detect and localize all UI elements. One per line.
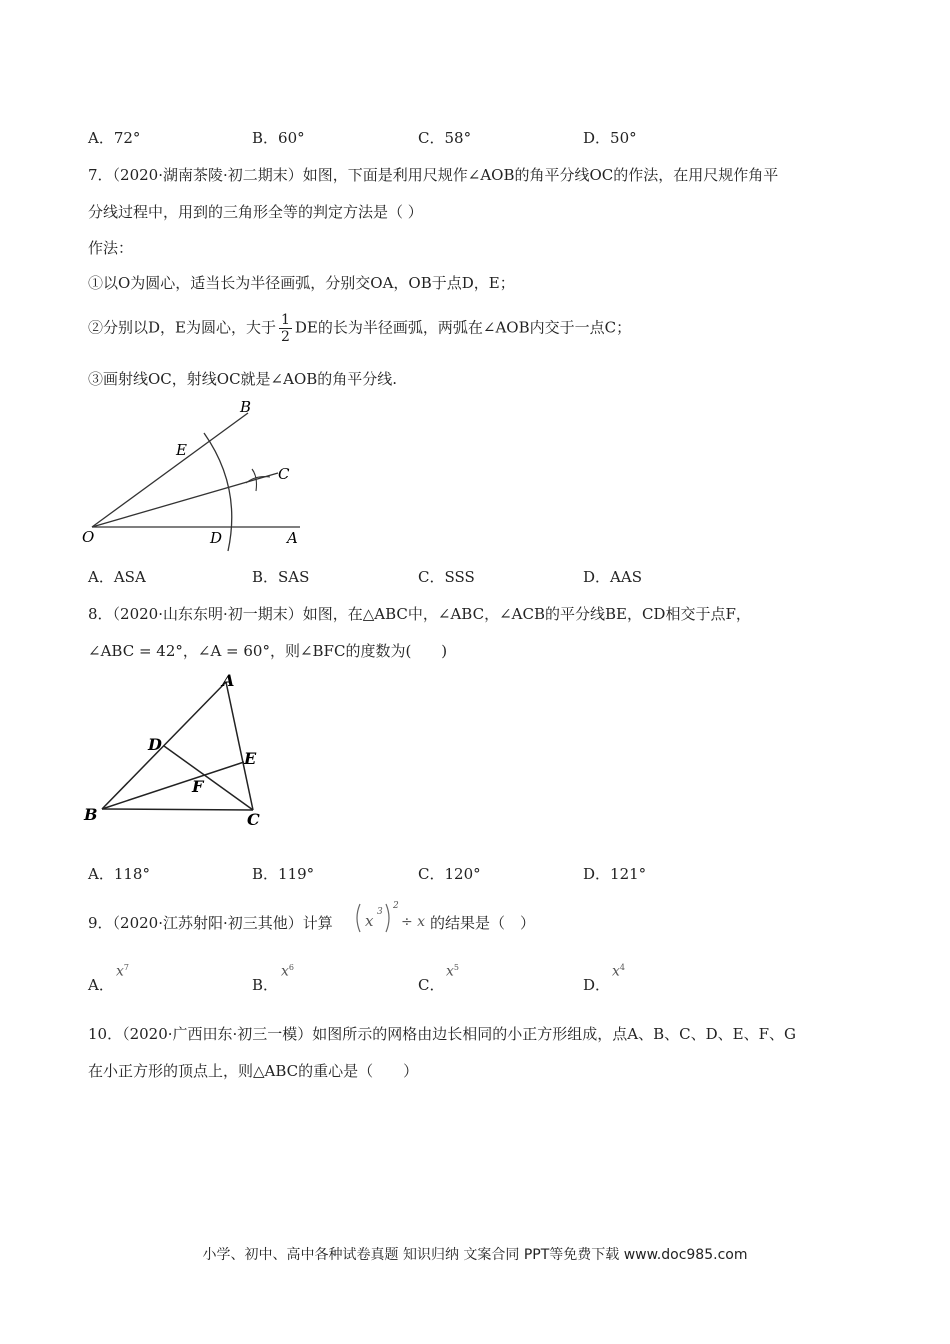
- triangle-figure: [80, 668, 280, 833]
- bisector-cd: [164, 746, 253, 810]
- right-paren: [386, 904, 389, 932]
- q9-stem-post: 的结果是（ ）: [430, 914, 536, 932]
- expr-division: ÷ x: [401, 914, 426, 930]
- q9-option-a-letter: A．: [88, 976, 114, 994]
- q9-option-a: [88, 975, 114, 995]
- ray-oc: [92, 473, 278, 527]
- label-a: A: [222, 671, 235, 690]
- q7-option-d: D．AAS: [583, 568, 642, 586]
- label-o: O: [82, 528, 95, 546]
- q9-option-d: [583, 975, 610, 995]
- q7-option-c: C．SSS: [418, 568, 475, 586]
- q6-option-c: C．58°: [418, 129, 472, 147]
- q9-option-b-exp: 6: [288, 963, 294, 972]
- q7-option-b: B．SAS: [252, 568, 310, 586]
- q9-option-d-exp: 4: [619, 963, 625, 972]
- q9-option-b: [252, 975, 278, 995]
- label-e: E: [176, 441, 187, 459]
- q7-step2: [88, 312, 631, 345]
- expr-outer-exponent: 2: [393, 901, 399, 911]
- label-b: B: [84, 805, 98, 824]
- q9-option-c-letter: C．: [418, 976, 445, 994]
- q9-expression: [352, 898, 428, 938]
- label-b: B: [240, 398, 252, 416]
- q9-option-c: [418, 975, 444, 995]
- q9-option-c-formula: [446, 963, 459, 980]
- side-bc: [102, 809, 253, 810]
- q10-stem-line2: 在小正方形的顶点上，则△ABC的重心是（ ）: [88, 1062, 419, 1080]
- arc-from-e: [246, 477, 270, 483]
- q9-option-b-formula: [281, 963, 294, 980]
- q7-step3: ③画射线OC，射线OC就是∠AOB的角平分线.: [88, 370, 398, 388]
- q8-option-d: D．121°: [583, 865, 647, 883]
- label-a: A: [287, 529, 298, 547]
- q8-option-c: C．120°: [418, 865, 481, 883]
- page-footer: 小学、初中、高中各种试卷真题 知识归纳 文案合同 PPT等免费下载 www.doc985.com: [202, 1247, 748, 1263]
- q7-option-a: A．ASA: [88, 568, 146, 586]
- q9-option-b-base: x: [281, 963, 289, 980]
- fraction-numerator: 1: [280, 312, 290, 328]
- q7-stem-line1: 7．（2020·湖南茶陵·初二期末）如图，下面是利用尺规作∠AOB的角平分线OC的作法，在用尺规作角平: [88, 166, 779, 184]
- ray-ob: [92, 413, 248, 527]
- q9-option-d-base: x: [612, 963, 620, 980]
- q8-option-b: B．119°: [252, 865, 315, 883]
- label-c: C: [278, 465, 290, 483]
- q7-stem-line2: 分线过程中，用到的三角形全等的判定方法是（ ）: [88, 203, 423, 221]
- q8-stem-line1: 8．（2020·山东东明·初一期末）如图，在△ABC中，∠ABC，∠ACB的平分线BE，CD相交于点F，: [88, 605, 751, 623]
- q9-option-c-base: x: [446, 963, 454, 980]
- label-d: D: [210, 529, 223, 547]
- bisector-be: [102, 762, 244, 809]
- q9-stem-pre: 9．（2020·江苏射阳·初三其他）计算: [88, 914, 333, 932]
- expr-inner-exponent: 3: [377, 907, 383, 917]
- label-d: D: [148, 735, 162, 754]
- fraction-half: [279, 312, 292, 345]
- fraction-denominator: 2: [280, 329, 290, 345]
- q9-option-d-letter: D．: [583, 976, 611, 994]
- q9-option-a-formula: [116, 963, 129, 980]
- q9-option-a-exp: 7: [123, 963, 129, 972]
- q8-option-a: A．118°: [88, 865, 150, 883]
- q6-option-a: A．72°: [88, 129, 141, 147]
- q7-method-title: 作法：: [88, 239, 134, 257]
- label-e: E: [244, 749, 257, 768]
- q7-step2-pre: ②分别以D，E为圆心，大于: [88, 318, 276, 337]
- q9-option-c-exp: 5: [453, 963, 459, 972]
- q9-option-b-letter: B．: [252, 976, 279, 994]
- q7-step1: ①以O为圆心，适当长为半径画弧，分别交OA，OB于点D，E；: [88, 274, 515, 292]
- angle-bisector-figure: [80, 395, 310, 555]
- left-paren: [357, 904, 360, 932]
- q9-option-d-formula: [612, 963, 625, 980]
- q6-option-b: B．60°: [252, 129, 305, 147]
- label-f: F: [192, 777, 204, 796]
- q7-step2-post: DE的长为半径画弧，两弧在∠AOB内交于一点C；: [294, 318, 632, 337]
- side-ab: [102, 682, 226, 809]
- side-ac: [226, 682, 253, 810]
- label-c: C: [247, 810, 260, 829]
- q8-stem-line2: ∠ABC = 42°，∠A = 60°，则∠BFC的度数为( ): [88, 642, 448, 660]
- expr-base: x: [365, 912, 374, 930]
- q10-stem-line1: 10．（2020·广西田东·初三一模）如图所示的网格由边长相同的小正方形组成，点A、B、C、D、E、F、G: [88, 1025, 796, 1043]
- q6-option-d: D．50°: [583, 129, 637, 147]
- q9-option-a-base: x: [116, 963, 124, 980]
